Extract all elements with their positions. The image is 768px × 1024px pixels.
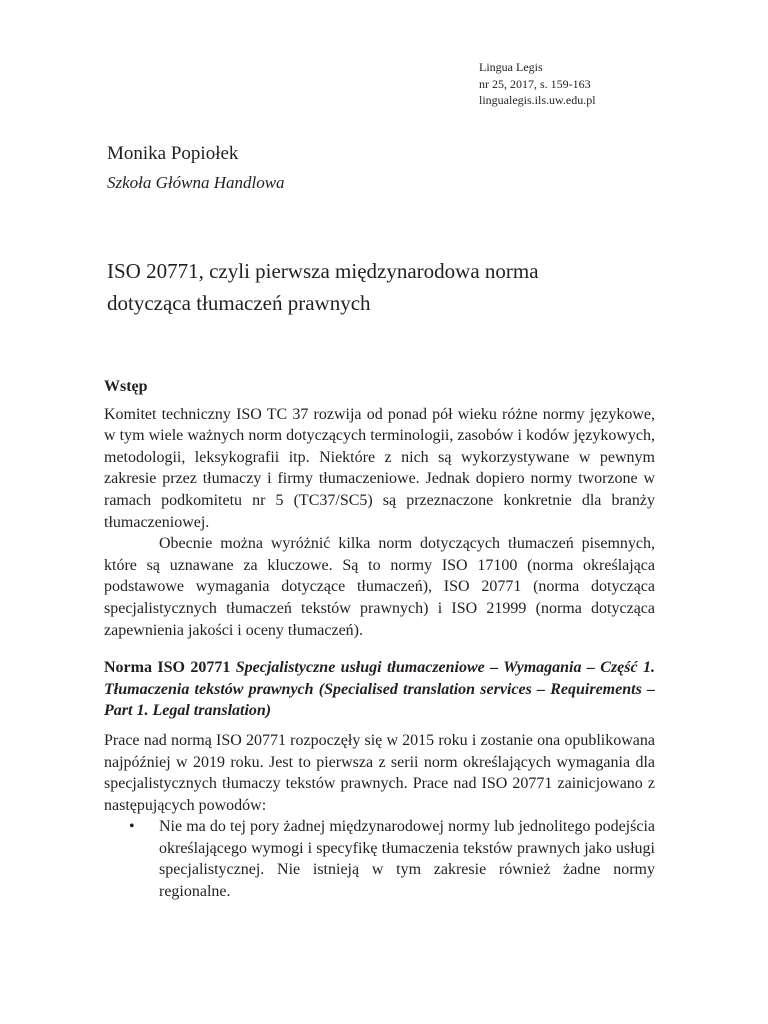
section-heading-norma-bold: Norma ISO 20771 [104, 659, 231, 677]
journal-issue: nr 25, 2017, s. 159-163 [479, 76, 591, 91]
section-heading-norma [104, 657, 655, 722]
paragraph-wstep-1: Komitet techniczny ISO TC 37 rozwija od ponad pół wieku różne normy językowe, w tym wiele ważnych norm dotyczących terminologii, zasobów i kodów językowych, metodologii, leksykografii itp. Niektóre z nich są wykorzystywane w pewnym zakresie przez tłumaczy i firmy tłumaczeniowe. Jednak dopiero normy tworzone w ramach podkomitetu nr 5 (TC37/SC5) są przeznaczone konkretnie dla branży tłumaczeniowej. [104, 405, 655, 531]
paragraph-wstep-2: Obecnie można wyróżnić kilka norm dotyczących tłumaczeń pisemnych, które są uznawane za kluczowe. Są to normy ISO 17100 (norma określająca podstawowe wymagania dotyczące tłumaczeń), ISO 20771 (norma dotycząca specjalistycznych tłumaczeń tekstów prawnych) i ISO 21999 (norma dotycząca zapewnienia jakości i oceny tłumaczeń). [104, 535, 655, 639]
paper-title [107, 255, 667, 319]
list-item [104, 816, 655, 902]
body-text [104, 376, 655, 903]
author-name: Monika Popiołek [107, 143, 239, 164]
journal-website: lingualegis.ils.uw.edu.pl [479, 93, 596, 107]
paragraph-norma-1: Prace nad normą ISO 20771 rozpoczęły się w 2015 roku i zostanie ona opublikowana najpóźniej w 2019 roku. Jest to pierwsza z serii norm określających wymagania dla specjalistycznych tłumaczy tekstów prawnych. Prace nad ISO 20771 zainicjowano z następujących powodów: [104, 731, 655, 814]
section-heading-wstep: Wstęp [104, 378, 148, 395]
journal-info [479, 59, 596, 109]
author-block [107, 142, 285, 195]
author-affiliation: Szkoła Główna Handlowa [107, 173, 285, 192]
bullet-icon: • [129, 818, 135, 836]
paper-title-line1: ISO 20771, czyli pierwsza międzynarodowa norma [107, 259, 539, 283]
list-item-text: Nie ma do tej pory żadnej międzynarodowej normy lub jednolitego podejścia określającego wymogi i specyfikę tłumaczenia tekstów prawnych jako usługi specjalistycznej. Nie istnieją w tym zakresie również żadne normy regionalne. [159, 818, 655, 901]
bullet-list [104, 816, 655, 902]
section-heading-norma-italic: Specjalistyczne usługi tłumaczeniowe – Wymagania – Część 1. Tłumaczenia tekstów prawnych (Specialised translation services – Requirements – Part 1. Legal translation) [104, 659, 656, 720]
journal-name: Lingua Legis [479, 60, 543, 74]
paper-title-line2: dotycząca tłumaczeń prawnych [107, 291, 371, 315]
